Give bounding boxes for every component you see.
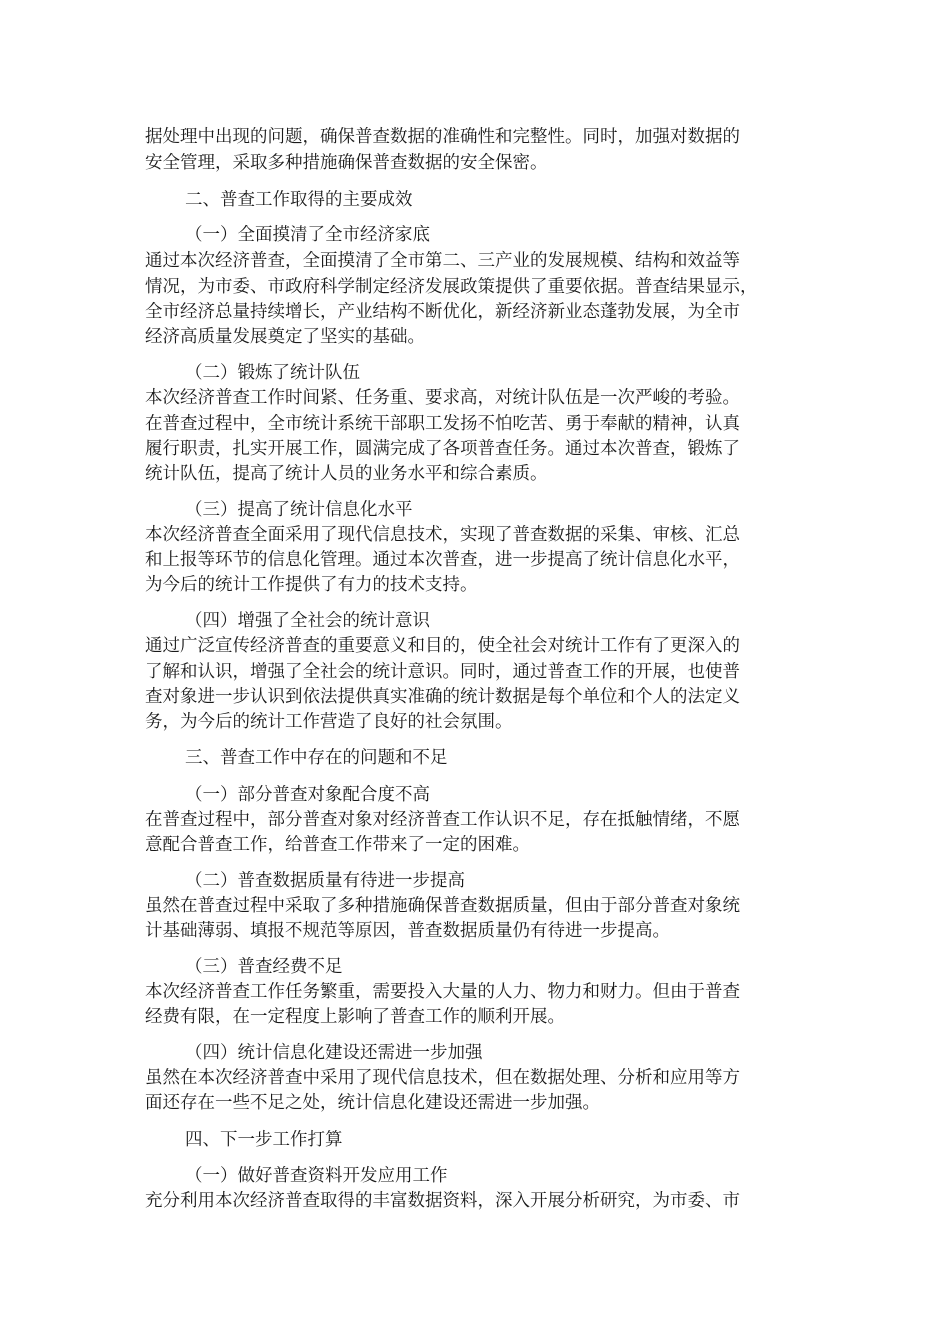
- paragraph-line: 全市经济总量持续增长，产业结构不断优化，新经济新业态蓬勃发展，为全市: [145, 302, 740, 322]
- paragraph-line: 虽然在本次经济普查中采用了现代信息技术，但在数据处理、分析和应用等方: [145, 1068, 740, 1088]
- paragraph-line: 在普查过程中，全市统计系统干部职工发扬不怕吃苦、勇于奉献的精神，认真: [145, 414, 740, 434]
- paragraph-line: 意配合普查工作，给普查工作带来了一定的困难。: [145, 835, 530, 855]
- paragraph-line: 统计队伍，提高了统计人员的业务水平和综合素质。: [145, 464, 548, 484]
- paragraph-line: 履行职责，扎实开展工作，圆满完成了各项普查任务。通过本次普查，锻炼了: [145, 439, 740, 459]
- paragraph-line: 本次经济普查全面采用了现代信息技术，实现了普查数据的采集、审核、汇总: [145, 525, 740, 545]
- paragraph-line: 了解和认识，增强了全社会的统计意识。同时，通过普查工作的开展，也使普: [145, 662, 740, 682]
- subsection-heading: （四）统计信息化建设还需进一步加强: [185, 1043, 483, 1063]
- paragraph-line: 计基础薄弱、填报不规范等原因，普查数据质量仍有待进一步提高。: [145, 921, 670, 941]
- paragraph-line: 据处理中出现的问题，确保普查数据的准确性和完整性。同时，加强对数据的: [145, 127, 740, 147]
- section-heading: 二、普查工作取得的主要成效: [185, 190, 413, 210]
- paragraph-line: 在普查过程中，部分普查对象对经济普查工作认识不足，存在抵触情绪，不愿: [145, 810, 740, 830]
- paragraph-line: 本次经济普查工作时间紧、任务重、要求高，对统计队伍是一次严峻的考验。: [145, 388, 740, 408]
- subsection-heading: （四）增强了全社会的统计意识: [185, 611, 430, 631]
- subsection-heading: （一）部分普查对象配合度不高: [185, 785, 430, 805]
- section-heading: 三、普查工作中存在的问题和不足: [185, 748, 448, 768]
- subsection-heading: （三）提高了统计信息化水平: [185, 500, 413, 520]
- paragraph-line: 经济高质量发展奠定了坚实的基础。: [145, 327, 425, 347]
- paragraph-line: 面还存在一些不足之处，统计信息化建设还需进一步加强。: [145, 1093, 600, 1113]
- paragraph-line: 情况，为市委、市政府科学制定经济发展政策提供了重要依据。普查结果显示，: [145, 277, 758, 297]
- paragraph-line: 查对象进一步认识到依法提供真实准确的统计数据是每个单位和个人的法定义: [145, 687, 740, 707]
- paragraph-line: 和上报等环节的信息化管理。通过本次普查，进一步提高了统计信息化水平，: [145, 550, 740, 570]
- paragraph-line: 安全管理，采取多种措施确保普查数据的安全保密。: [145, 153, 548, 173]
- paragraph-line: 充分利用本次经济普查取得的丰富数据资料，深入开展分析研究，为市委、市: [145, 1191, 740, 1211]
- subsection-heading: （一）全面摸清了全市经济家底: [185, 225, 430, 245]
- paragraph-line: 通过广泛宣传经济普查的重要意义和目的，使全社会对统计工作有了更深入的: [145, 636, 740, 656]
- paragraph-line: 为今后的统计工作提供了有力的技术支持。: [145, 575, 478, 595]
- paragraph-line: 本次经济普查工作任务繁重，需要投入大量的人力、物力和财力。但由于普查: [145, 982, 740, 1002]
- paragraph-line: 经费有限，在一定程度上影响了普查工作的顺利开展。: [145, 1007, 565, 1027]
- subsection-heading: （三）普查经费不足: [185, 957, 343, 977]
- paragraph-line: 务，为今后的统计工作营造了良好的社会氛围。: [145, 712, 513, 732]
- subsection-heading: （一）做好普查资料开发应用工作: [185, 1166, 448, 1186]
- subsection-heading: （二）普查数据质量有待进一步提高: [185, 871, 465, 891]
- subsection-heading: （二）锻炼了统计队伍: [185, 363, 360, 383]
- paragraph-line: 虽然在普查过程中采取了多种措施确保普查数据质量，但由于部分普查对象统: [145, 896, 740, 916]
- paragraph-line: 通过本次经济普查，全面摸清了全市第二、三产业的发展规模、结构和效益等: [145, 251, 740, 271]
- section-heading: 四、下一步工作打算: [185, 1130, 343, 1150]
